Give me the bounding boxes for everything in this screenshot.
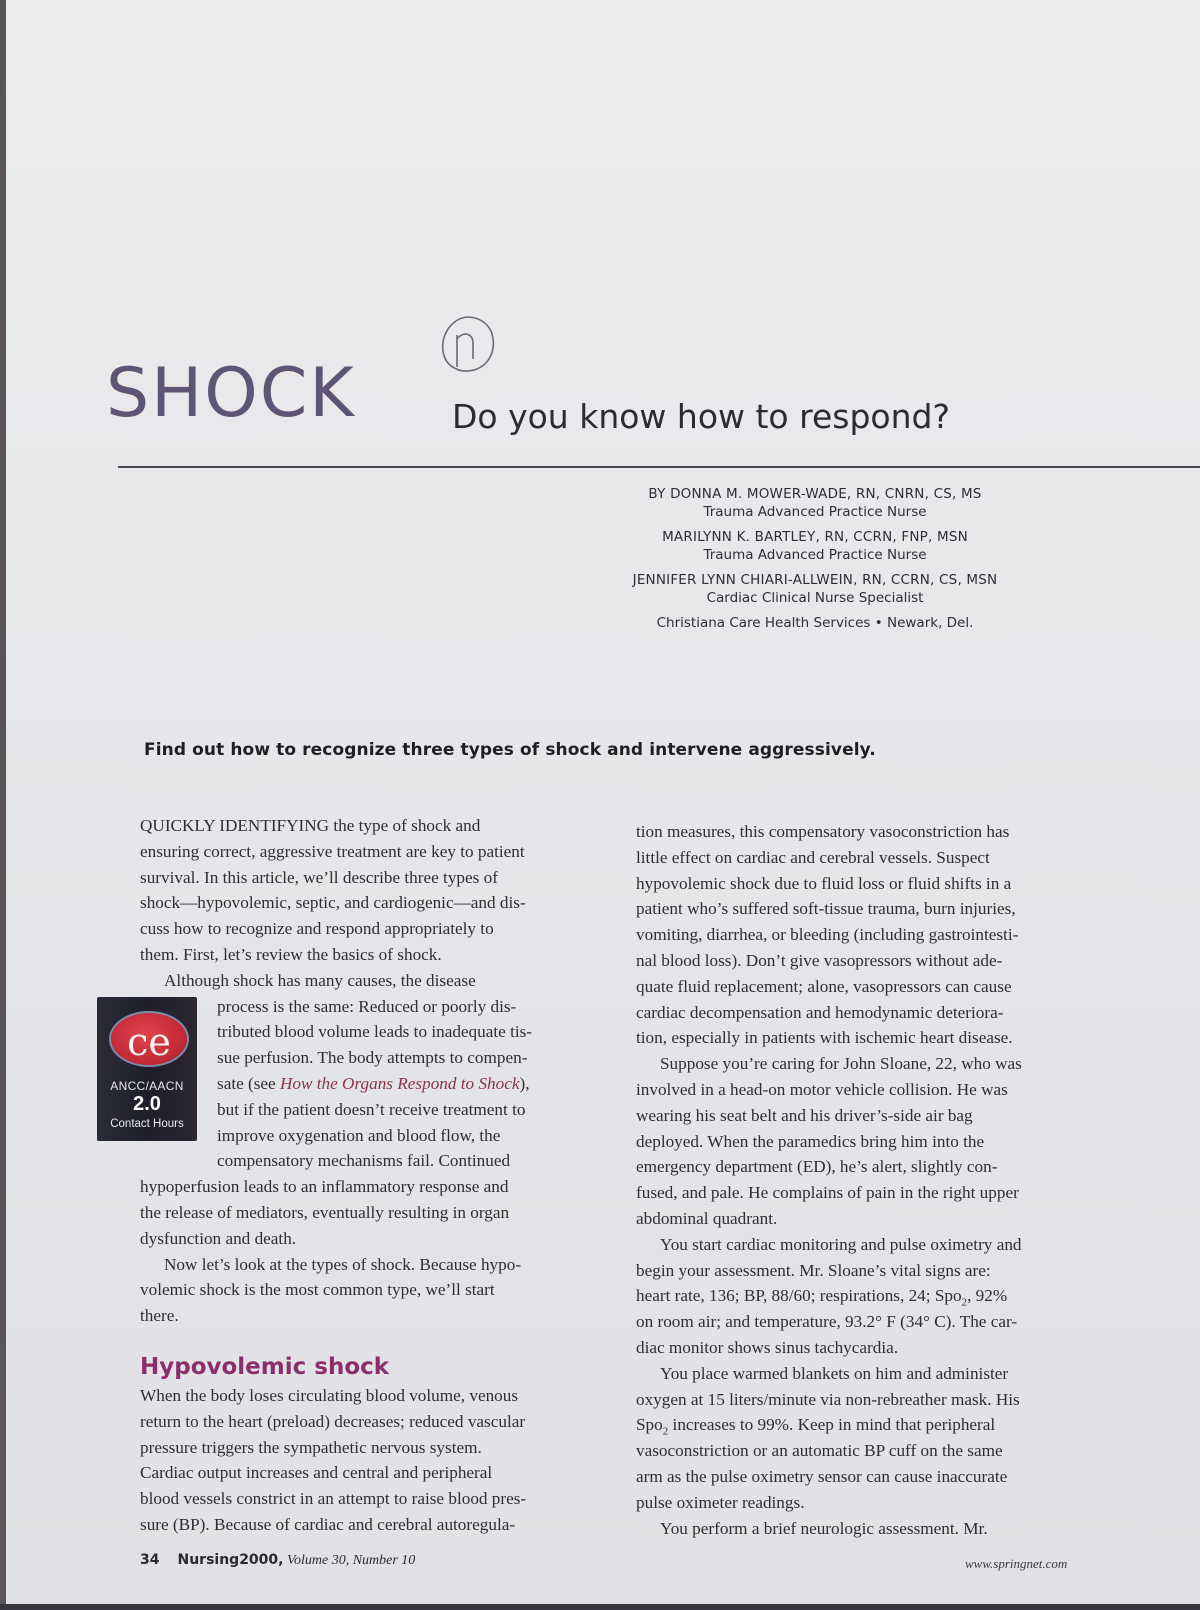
text-run: sate (see	[217, 1073, 280, 1093]
text-line: fused, and pale. He complains of pain in the right upper	[636, 1183, 1019, 1203]
text-line: ensuring correct, aggressive treatment are key to patient	[140, 841, 525, 861]
ce-accreditor: ANCC/AACN	[110, 1079, 184, 1093]
text-line: improve oxygenation and blood flow, the	[217, 1125, 501, 1145]
page-edge-left	[0, 0, 6, 1610]
author-name: MARILYNN K. BARTLEY, RN, CCRN, FNP, MSN	[662, 529, 968, 545]
author-name: JENNIFER LYNN CHIARI-ALLWEIN, RN, CCRN, CS, MSN	[632, 572, 998, 588]
paragraph	[140, 968, 608, 1252]
text-line	[140, 1071, 608, 1097]
text-line: You place warmed blankets on him and administer	[660, 1363, 1009, 1383]
text-line: but if the patient doesn’t receive treatment to	[217, 1099, 526, 1119]
author-role: Cardiac Clinical Nurse Specialist	[706, 590, 924, 606]
text-line: arm as the pulse oximetry sensor can cause inaccurate	[636, 1466, 1008, 1486]
text-line: Suppose you’re caring for John Sloane, 22, who was	[660, 1054, 1022, 1074]
text-line: shock—hypovolemic, septic, and cardiogenic—and dis-	[140, 893, 526, 913]
text-line: dysfunction and death.	[140, 1228, 297, 1248]
handwritten-mark-icon	[437, 313, 499, 377]
page-edge-bottom	[0, 1604, 1200, 1610]
text-line: there.	[140, 1306, 179, 1326]
text-line: oxygen at 15 liters/minute via non-rebreather mask. His	[636, 1389, 1020, 1409]
text-line: You perform a brief neurologic assessment. Mr.	[660, 1518, 988, 1538]
text-run: , 92%	[967, 1286, 1008, 1306]
byline	[590, 485, 1040, 632]
text-line: You start cardiac monitoring and pulse oximetry and	[660, 1234, 1022, 1254]
paragraph	[636, 1051, 1101, 1232]
paragraph	[636, 1361, 1101, 1516]
ce-hours-value: 2.0	[133, 1093, 161, 1115]
text-line: return to the heart (preload) decreases; reduced vascular	[140, 1411, 526, 1431]
text-line: cuss how to recognize and respond appropriately to	[140, 919, 494, 939]
paragraph	[636, 1516, 1101, 1542]
text-line: the release of mediators, eventually resulting in organ	[140, 1202, 510, 1222]
section-heading-hypovolemic: Hypovolemic shock	[140, 1353, 390, 1380]
text-line: Although shock has many causes, the disease	[164, 970, 476, 990]
text-line: involved in a head-on motor vehicle collision. He was	[636, 1079, 1008, 1099]
text-line: process is the same: Reduced or poorly dis-	[217, 996, 517, 1016]
paragraph	[140, 1383, 608, 1538]
text-column-right	[636, 819, 1101, 1541]
text-line: sue perfusion. The body attempts to compen-	[217, 1048, 528, 1068]
issue-info: Volume 30, Number 10	[286, 1553, 416, 1568]
text-line: pressure triggers the sympathetic nervous system.	[140, 1437, 482, 1457]
ce-hours-label: Contact Hours	[110, 1118, 184, 1130]
text-line: pulse oximeter readings.	[636, 1492, 805, 1512]
text-line: compensatory mechanisms fail. Continued	[217, 1151, 511, 1171]
text-line: volemic shock is the most common type, we’ll start	[140, 1280, 495, 1300]
text-line: hypoperfusion leads to an inflammatory response and	[140, 1177, 509, 1197]
text-column-left	[140, 813, 608, 1538]
text-line: When the body loses circulating blood volume, venous	[140, 1385, 519, 1405]
text-run: ),	[519, 1073, 530, 1093]
paragraph	[636, 1232, 1101, 1361]
text-run: increases to 99%. Keep in mind that peripheral	[668, 1415, 996, 1435]
text-line: vasoconstriction or an automatic BP cuff on the same	[636, 1441, 1003, 1461]
text-line: quate fluid replacement; alone, vasopressors can cause	[636, 976, 1012, 996]
paragraph	[140, 1252, 608, 1329]
page-footer	[140, 1552, 415, 1569]
text-line: Now let’s look at the types of shock. Because hypo-	[164, 1254, 522, 1274]
magazine-name: Nursing2000,	[177, 1552, 284, 1568]
text-run: heart rate, 136; BP, 88/60; respirations, 24; Spo	[636, 1286, 962, 1306]
text-line: tion measures, this compensatory vasoconstriction has	[636, 822, 1010, 841]
footer-url: www.springnet.com	[965, 1556, 1068, 1571]
subscript: 2	[961, 1296, 968, 1309]
title-divider	[118, 466, 1200, 468]
text-line: wearing his seat belt and his driver’s-side air bag	[636, 1105, 973, 1125]
text-line: emergency department (ED), he’s alert, slightly con-	[636, 1157, 998, 1177]
text-line: Cardiac output increases and central and peripheral	[140, 1463, 493, 1483]
text-line: patient who’s suffered soft-tissue trauma, burn injuries,	[636, 899, 1016, 919]
text-line: them. First, let’s review the basics of shock.	[140, 944, 442, 964]
text-line: blood vessels constrict in an attempt to raise blood pres-	[140, 1489, 527, 1509]
author-organization: Christiana Care Health Services • Newark, Del.	[656, 615, 974, 631]
ce-logo	[109, 1011, 189, 1067]
text-line: tributed blood volume leads to inadequate tis-	[217, 1022, 533, 1042]
text-line: diac monitor shows sinus tachycardia.	[636, 1337, 899, 1357]
ce-logo-text: ce	[127, 1020, 171, 1064]
text-line: hypovolemic shock due to fluid loss or fluid shifts in a	[636, 873, 1012, 893]
text-run: Spo	[636, 1415, 663, 1435]
author-role: Trauma Advanced Practice Nurse	[703, 504, 927, 520]
text-line: QUICKLY IDENTIFYING the type of shock and	[140, 816, 481, 835]
article-deck: Find out how to recognize three types of shock and intervene aggressively.	[144, 740, 876, 760]
author-name: BY DONNA M. MOWER-WADE, RN, CNRN, CS, MS	[648, 486, 982, 502]
text-line: nal blood loss). Don’t give vasopressors without ade-	[636, 950, 1003, 970]
text-line: begin your assessment. Mr. Sloane’s vital signs are:	[636, 1260, 991, 1280]
text-line: tion, especially in patients with ischemic heart disease.	[636, 1028, 1013, 1048]
text-line: little effect on cardiac and cerebral vessels. Suspect	[636, 847, 990, 867]
text-line: survival. In this article, we’ll describe three types of	[140, 867, 498, 887]
text-line: sure (BP). Because of cardiac and cerebral autoregula-	[140, 1514, 516, 1534]
ce-credit-badge	[97, 997, 197, 1141]
paragraph	[140, 813, 608, 968]
page-number: 34	[140, 1552, 160, 1568]
text-line	[636, 1412, 1101, 1438]
text-line: deployed. When the paramedics bring him into the	[636, 1131, 985, 1151]
text-line	[636, 1283, 1101, 1309]
text-line: on room air; and temperature, 93.2° F (34° C). The car-	[636, 1312, 1018, 1332]
author-role: Trauma Advanced Practice Nurse	[703, 547, 927, 563]
article-title: SHOCK	[106, 354, 356, 433]
article-subtitle: Do you know how to respond?	[452, 397, 950, 436]
sidebar-reference-link[interactable]: How the Organs Respond to Shock	[280, 1073, 520, 1093]
paragraph	[636, 819, 1101, 1051]
text-line: cardiac decompensation and hemodynamic deteriora-	[636, 1002, 1004, 1022]
text-line: vomiting, diarrhea, or bleeding (including gastrointesti-	[636, 925, 1019, 945]
text-line: abdominal quadrant.	[636, 1208, 778, 1228]
subscript: 2	[662, 1425, 669, 1438]
